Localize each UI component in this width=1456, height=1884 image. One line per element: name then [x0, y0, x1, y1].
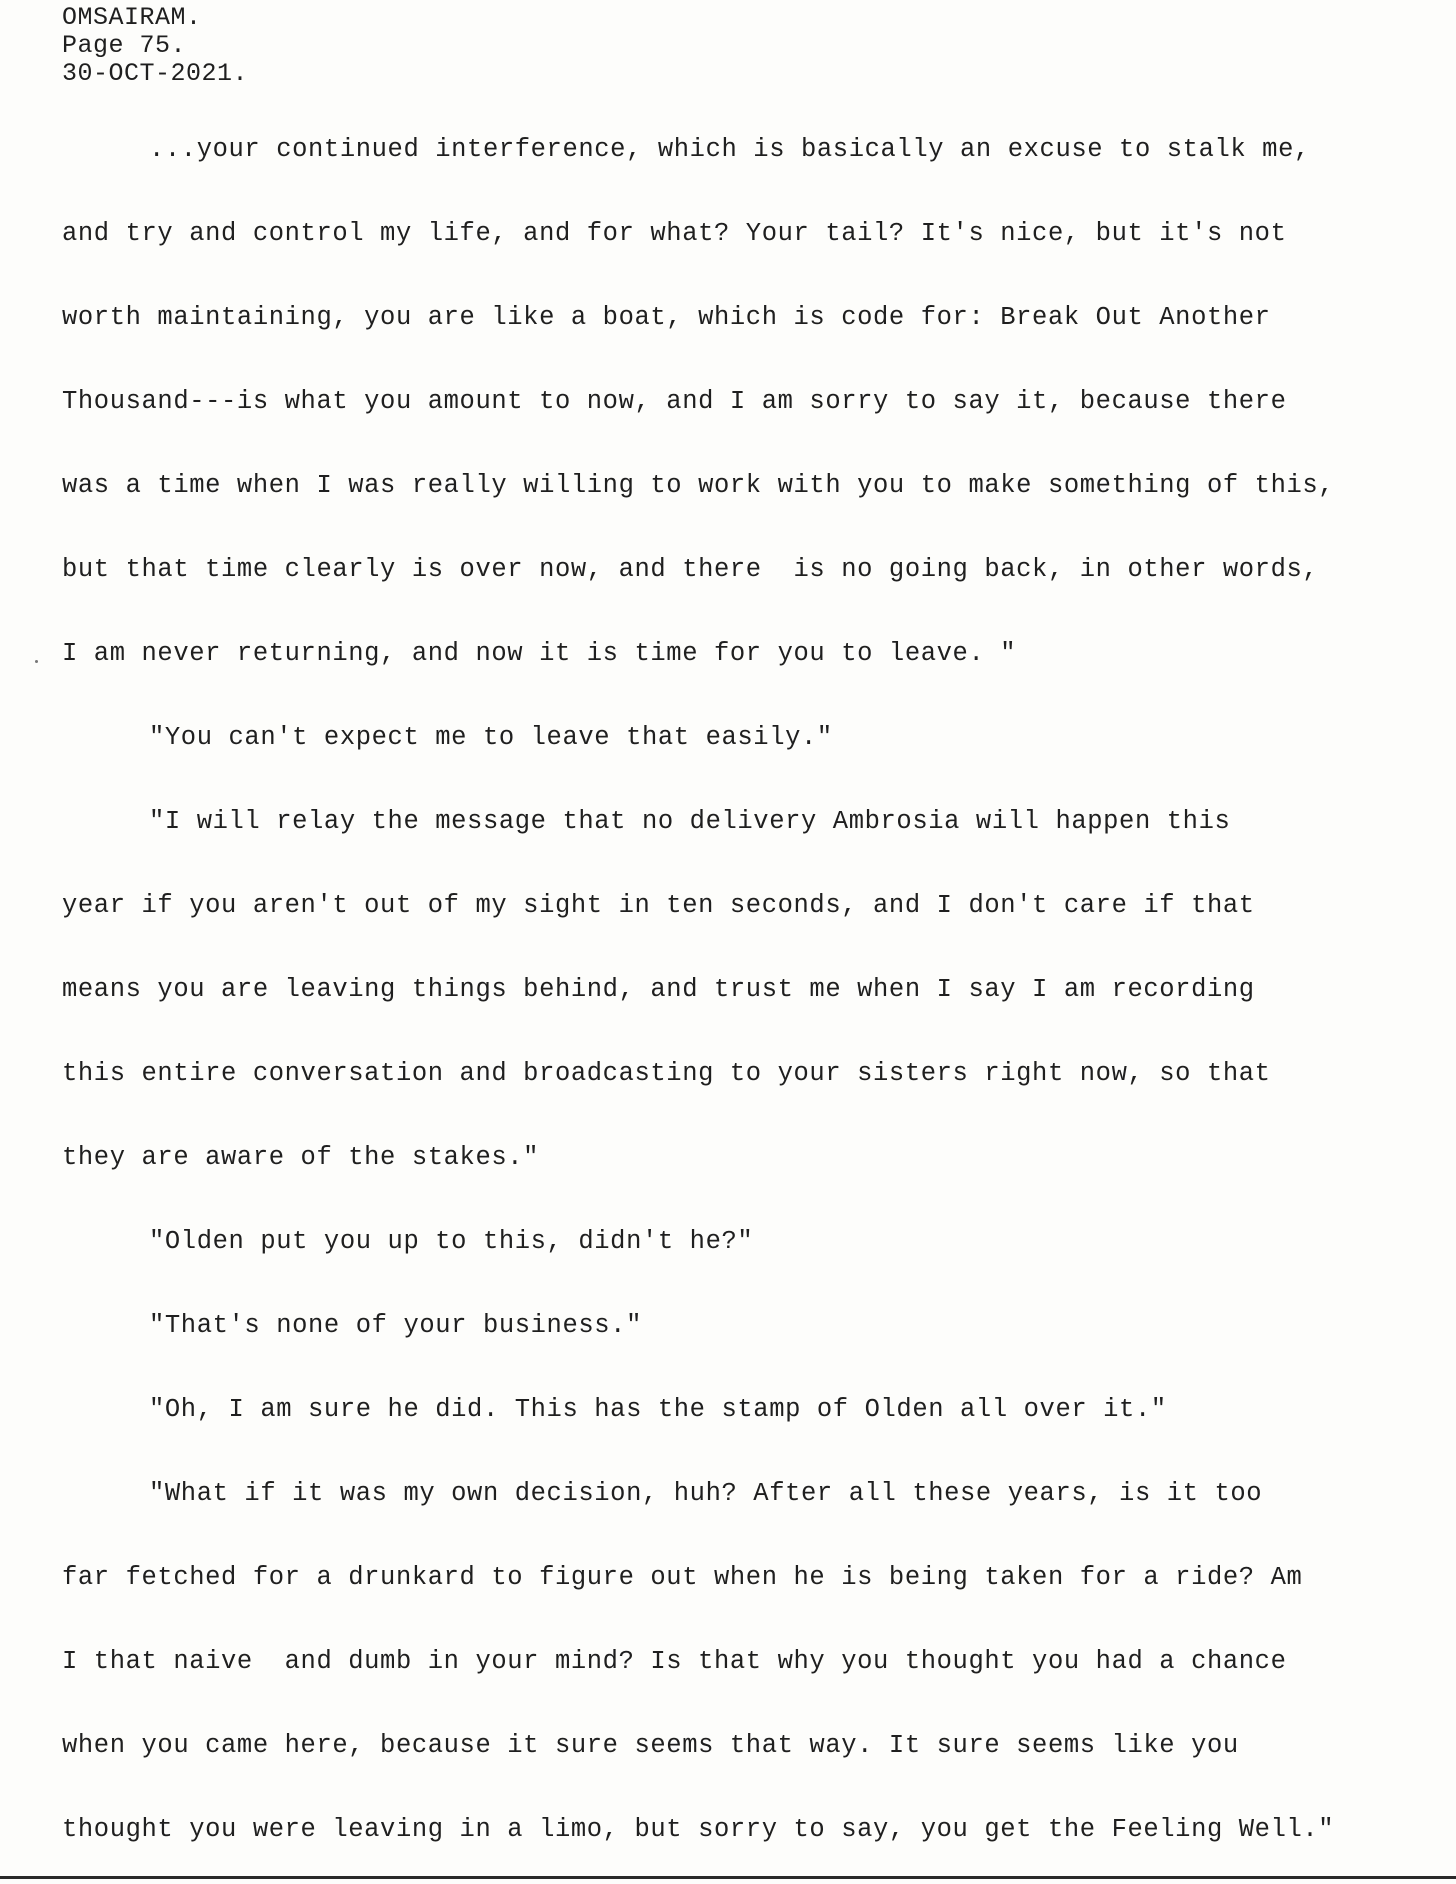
stray-ink-dot — [35, 660, 38, 663]
text-line: thought you were leaving in a limo, but sorry to say, you get the Feeling Well." — [62, 1815, 1335, 1844]
text-line: means you are leaving things behind, and trust me when I say I am recording — [62, 975, 1255, 1004]
text-line: ...your continued interference, which is basically an excuse to stalk me, — [149, 135, 1310, 164]
header-title: OMSAIRAM. — [62, 3, 202, 32]
text-line: I that naive and dumb in your mind? Is that why you thought you had a chance — [62, 1647, 1287, 1676]
text-line: "I will relay the message that no delivery Ambrosia will happen this — [149, 807, 1231, 836]
text-line: was a time when I was really willing to work with you to make something of this, — [62, 471, 1335, 500]
text-line: "You can't expect me to leave that easily." — [149, 723, 833, 752]
text-line: "Olden put you up to this, didn't he?" — [149, 1227, 754, 1256]
text-line: "That's none of your business." — [149, 1311, 642, 1340]
text-line: I am never returning, and now it is time for you to leave. " — [62, 639, 1017, 668]
text-line: year if you aren't out of my sight in ten seconds, and I don't care if that — [62, 891, 1255, 920]
text-line: when you came here, because it sure seems that way. It sure seems like you — [62, 1731, 1239, 1760]
text-line: far fetched for a drunkard to figure out when he is being taken for a ride? Am — [62, 1563, 1303, 1592]
text-line: "Oh, I am sure he did. This has the stamp of Olden all over it." — [149, 1395, 1167, 1424]
text-line: Thousand---is what you amount to now, and I am sorry to say it, because there — [62, 387, 1287, 416]
text-line: and try and control my life, and for what? Your tail? It's nice, but it's not — [62, 219, 1287, 248]
bottom-rule — [0, 1876, 1456, 1879]
text-line: "What if it was my own decision, huh? After all these years, is it too — [149, 1479, 1263, 1508]
header-date: 30-OCT-2021. — [62, 59, 249, 88]
text-line: worth maintaining, you are like a boat, which is code for: Break Out Another — [62, 303, 1271, 332]
text-line: this entire conversation and broadcasting to your sisters right now, so that — [62, 1059, 1271, 1088]
text-line: but that time clearly is over now, and there is no going back, in other words, — [62, 555, 1319, 584]
page-header — [62, 4, 248, 88]
text-line: they are aware of the stakes." — [62, 1143, 540, 1172]
header-page-number: Page 75. — [62, 31, 187, 60]
